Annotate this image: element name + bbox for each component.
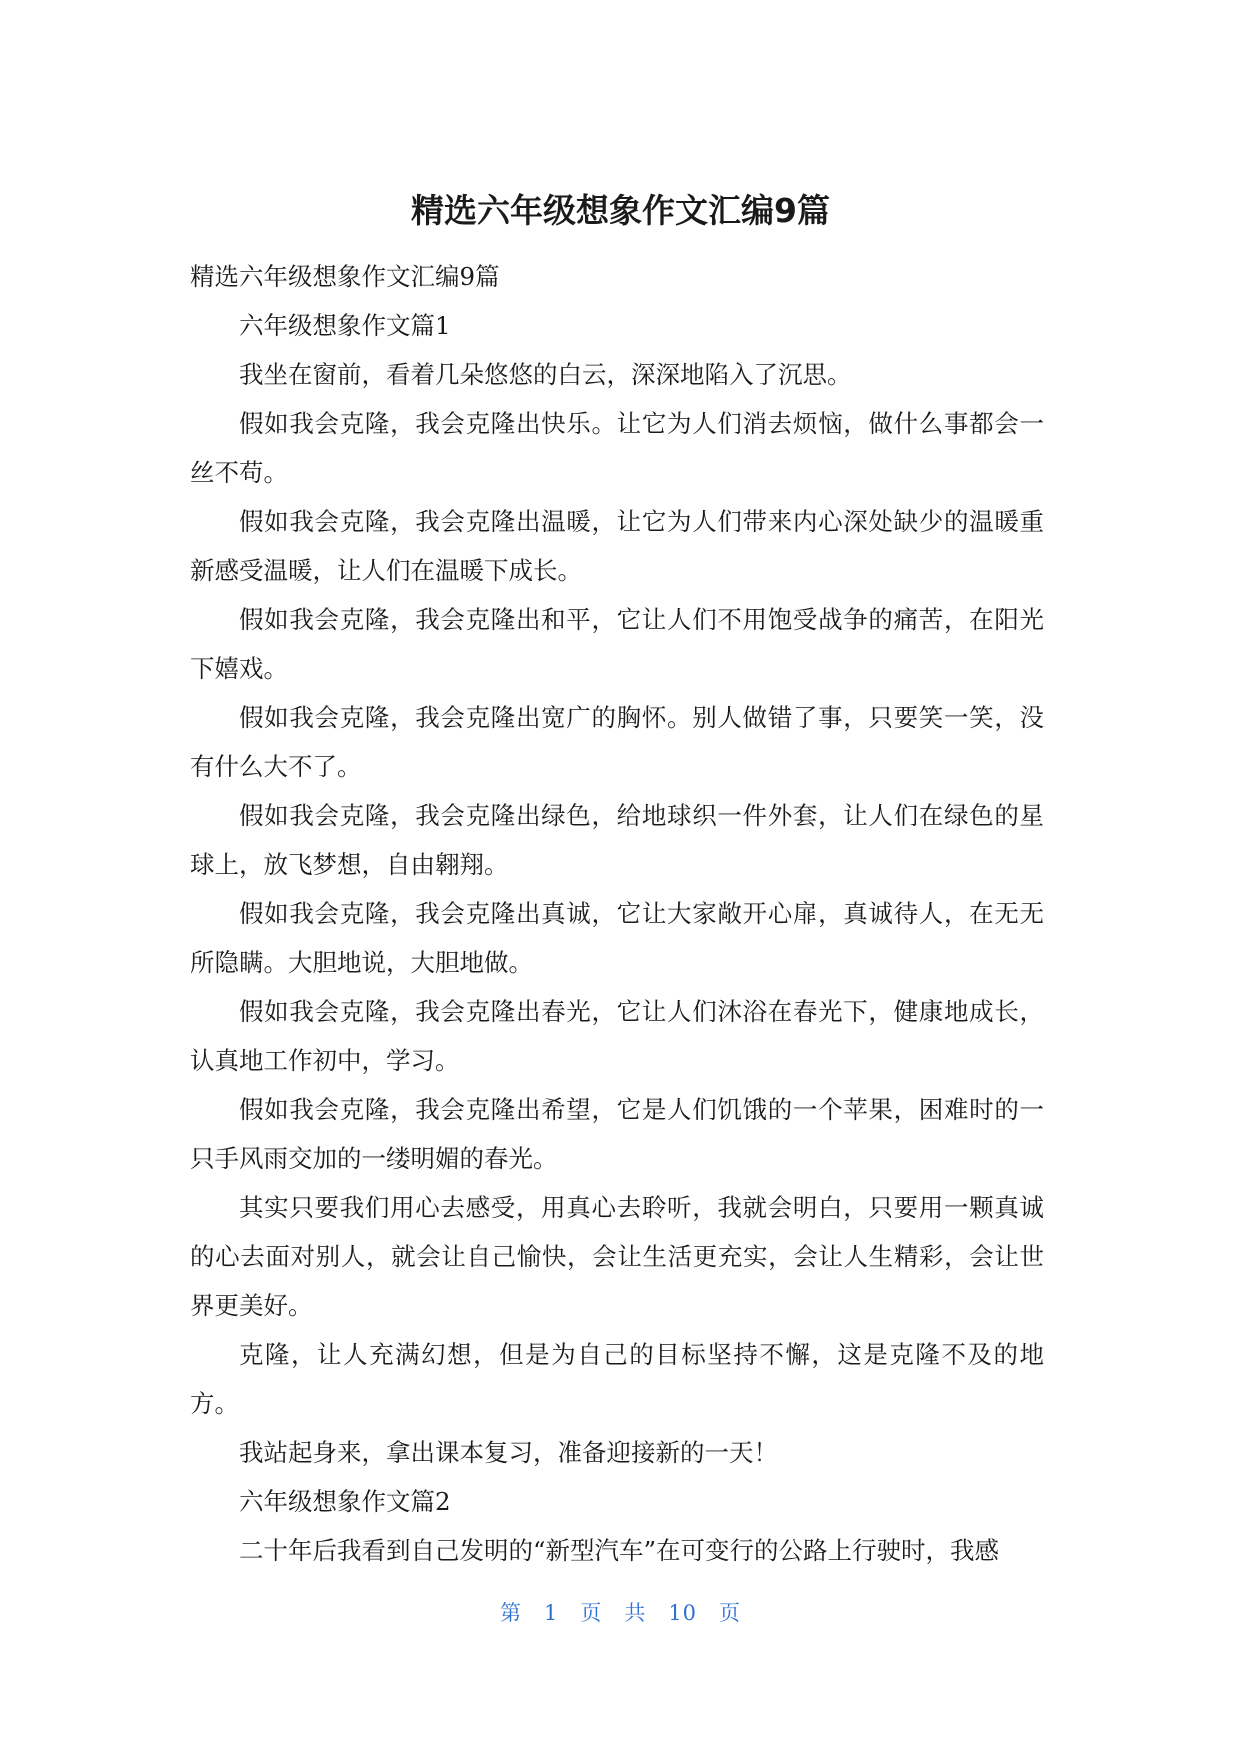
footer-label-total: 共	[624, 1601, 647, 1625]
document-title: 精选六年级想象作文汇编9篇	[411, 191, 830, 230]
paragraph: 假如我会克隆，我会克隆出春光，它让人们沐浴在春光下，健康地成长，认真地工作初中，学习。	[190, 997, 1044, 1075]
footer-label-end: 页	[719, 1601, 742, 1625]
footer-label-page: 第	[499, 1601, 522, 1625]
document-subtitle: 精选六年级想象作文汇编9篇	[190, 262, 500, 291]
paragraph: 假如我会克隆，我会克隆出真诚，它让大家敞开心扉，真诚待人，在无无所隐瞒。大胆地说，大胆地做。	[190, 899, 1044, 977]
paragraph: 假如我会克隆，我会克隆出希望，它是人们饥饿的一个苹果，困难时的一只手风雨交加的一缕明媚的春光。	[190, 1095, 1044, 1173]
paragraph: 克隆，让人充满幻想，但是为自己的目标坚持不懈，这是克隆不及的地方。	[190, 1340, 1044, 1418]
paragraph: 假如我会克隆，我会克隆出绿色，给地球织一件外套，让人们在绿色的星球上，放飞梦想，自由翱翔。	[190, 801, 1044, 879]
paragraph: 二十年后我看到自己发明的“新型汽车”在可变行的公路上行驶时，我感	[239, 1536, 1000, 1565]
footer-label-of: 页	[580, 1601, 603, 1625]
paragraph: 假如我会克隆，我会克隆出温暖，让它为人们带来内心深处缺少的温暖重新感受温暖，让人们在温暖下成长。	[190, 507, 1044, 585]
paragraph: 其实只要我们用心去感受，用真心去聆听，我就会明白，只要用一颗真诚的心去面对别人，就会让自己愉快，会让生活更充实，会让人生精彩，会让世界更美好。	[190, 1193, 1044, 1320]
document-body	[190, 252, 1044, 1575]
page-footer	[0, 1598, 1241, 1628]
paragraph: 我坐在窗前，看着几朵悠悠的白云，深深地陷入了沉思。	[239, 360, 852, 389]
section-heading: 六年级想象作文篇1	[239, 311, 451, 340]
footer-total-pages: 10	[668, 1601, 698, 1625]
paragraph: 假如我会克隆，我会克隆出宽广的胸怀。别人做错了事，只要笑一笑，没有什么大不了。	[190, 703, 1044, 781]
footer-current-page: 1	[543, 1601, 559, 1625]
paragraph: 假如我会克隆，我会克隆出和平，它让人们不用饱受战争的痛苦，在阳光下嬉戏。	[190, 605, 1044, 683]
section-heading: 六年级想象作文篇2	[239, 1487, 451, 1516]
paragraph: 我站起身来，拿出课本复习，准备迎接新的一天！	[239, 1438, 778, 1467]
paragraph: 假如我会克隆，我会克隆出快乐。让它为人们消去烦恼，做什么事都会一丝不苟。	[190, 409, 1044, 487]
